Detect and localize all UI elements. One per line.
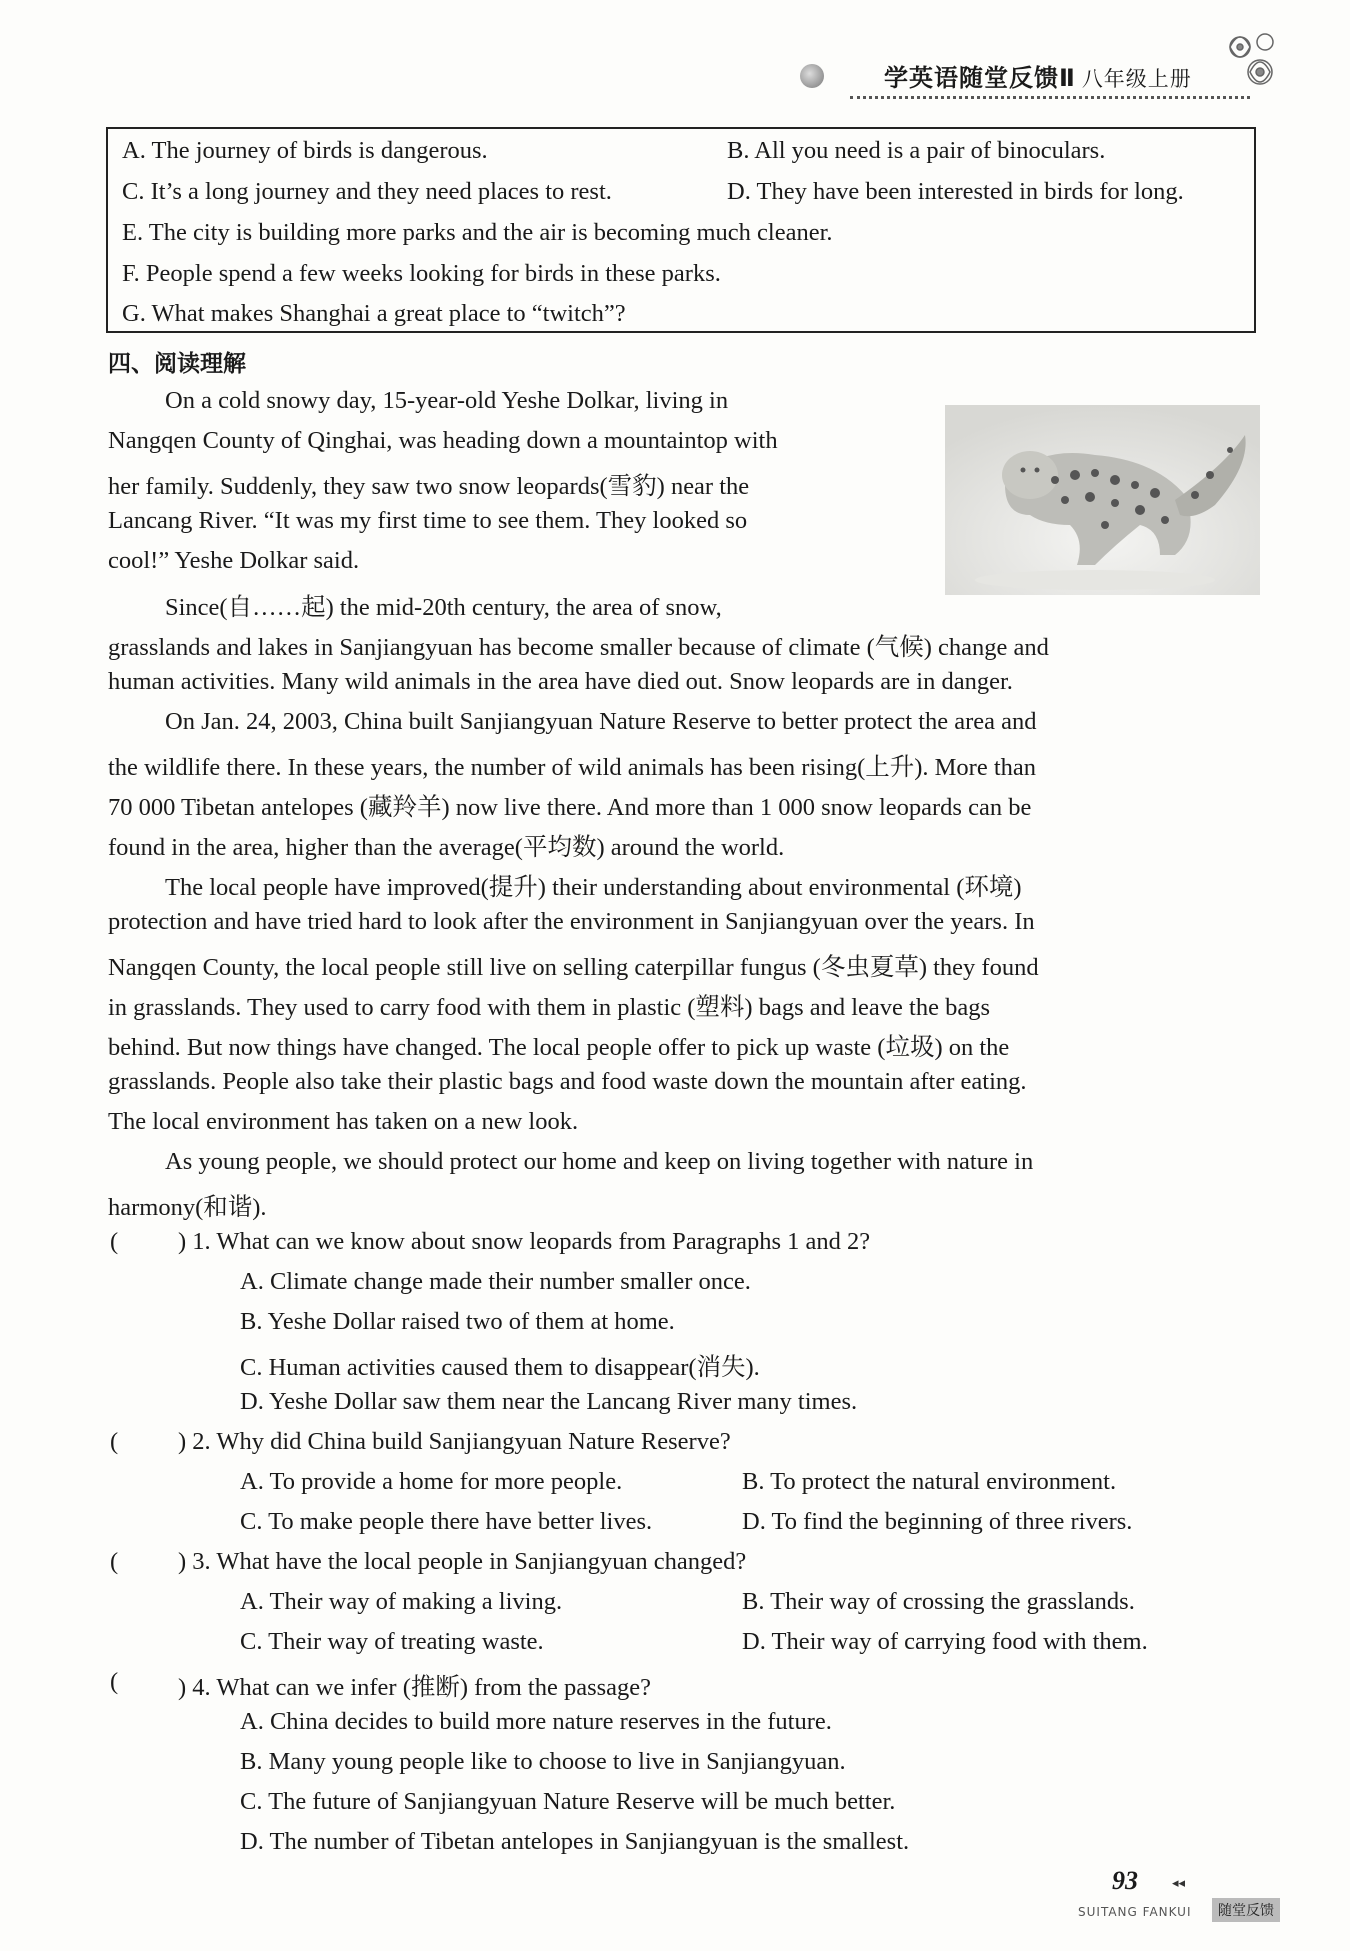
arrow-icon: ◂◂: [1172, 1876, 1186, 1891]
flower-decoration-icon: [1220, 22, 1290, 102]
question-choice: A. China decides to build more nature reserves in the future.: [240, 1708, 832, 1735]
passage-line: found in the area, higher than the average(平均数) around the world.: [108, 834, 785, 861]
question-choice: D. The number of Tibetan antelopes in Sanjiangyuan is the smallest.: [240, 1828, 910, 1855]
passage-line: Nangqen County, the local people still live on selling caterpillar fungus (冬虫夏草) they found: [108, 954, 1039, 981]
answer-blank[interactable]: (: [110, 1428, 119, 1455]
passage-line: As young people, we should protect our home and keep on living together with nature in: [165, 1148, 1034, 1175]
question-choice: C. Human activities caused them to disappear(消失).: [240, 1354, 760, 1381]
question-choice: C. Their way of treating waste.: [240, 1628, 544, 1655]
passage-line: human activities. Many wild animals in the area have died out. Snow leopards are in danger.: [108, 668, 1013, 695]
answer-blank[interactable]: (: [110, 1548, 119, 1575]
option-f: F. People spend a few weeks looking for birds in these parks.: [122, 260, 721, 287]
passage-line: Nangqen County of Qinghai, was heading down a mountaintop with: [108, 427, 778, 454]
book-grade: 八年级上册: [1081, 67, 1192, 91]
footer-badge: 随堂反馈: [1212, 1898, 1280, 1922]
option-c: C. It’s a long journey and they need places to rest.: [122, 178, 612, 205]
question-choice: A. Climate change made their number smaller once.: [240, 1268, 751, 1295]
passage-line: harmony(和谐).: [108, 1194, 267, 1221]
question-choice: B. Yeshe Dollar raised two of them at home.: [240, 1308, 675, 1335]
book-title: 学英语随堂反馈Ⅱ: [884, 64, 1076, 92]
passage-line: 70 000 Tibetan antelopes (藏羚羊) now live there. And more than 1 000 snow leopards can be: [108, 794, 1032, 821]
question-stem: ) 1. What can we know about snow leopards from Paragraphs 1 and 2?: [178, 1228, 871, 1255]
passage-line: cool!” Yeshe Dolkar said.: [108, 547, 360, 574]
option-a: A. The journey of birds is dangerous.: [122, 137, 488, 164]
answer-blank[interactable]: (: [110, 1668, 119, 1695]
question-choice: A. To provide a home for more people.: [240, 1468, 623, 1495]
snow-leopard-image: [945, 405, 1260, 595]
passage-line: her family. Suddenly, they saw two snow leopards(雪豹) near the: [108, 473, 750, 500]
question-choice: D. To find the beginning of three rivers.: [742, 1508, 1133, 1535]
question-choice: A. Their way of making a living.: [240, 1588, 563, 1615]
header-dotted-rule: [850, 96, 1250, 99]
passage-line: On Jan. 24, 2003, China built Sanjiangyuan Nature Reserve to better protect the area and: [165, 708, 1037, 735]
header-title: [884, 58, 1192, 93]
passage-line: in grasslands. They used to carry food with them in plastic (塑料) bags and leave the bags: [108, 994, 991, 1021]
question-stem: ) 3. What have the local people in Sanjiangyuan changed?: [178, 1548, 747, 1575]
passage-line: Since(自……起) the mid-20th century, the area of snow,: [165, 594, 722, 621]
passage-line: On a cold snowy day, 15-year-old Yeshe Dolkar, living in: [165, 387, 729, 414]
page-number: 93: [1112, 1866, 1138, 1895]
passage-line: grasslands and lakes in Sanjiangyuan has become smaller because of climate (气候) change and: [108, 634, 1049, 661]
section-title: 四、阅读理解: [108, 351, 246, 377]
question-choice: D. Their way of carrying food with them.: [742, 1628, 1148, 1655]
question-stem: ) 4. What can we infer (推断) from the passage?: [178, 1674, 652, 1701]
question-choice: B. Their way of crossing the grasslands.: [742, 1588, 1135, 1615]
answer-blank[interactable]: (: [110, 1228, 119, 1255]
passage-line: The local environment has taken on a new look.: [108, 1108, 579, 1135]
passage-line: The local people have improved(提升) their understanding about environmental (环境): [165, 874, 1022, 901]
question-choice: D. Yeshe Dollar saw them near the Lancang River many times.: [240, 1388, 858, 1415]
option-g: G. What makes Shanghai a great place to “twitch”?: [122, 300, 626, 327]
question-choice: B. Many young people like to choose to live in Sanjiangyuan.: [240, 1748, 846, 1775]
question-choice: C. To make people there have better lives.: [240, 1508, 653, 1535]
passage-line: Lancang River. “It was my first time to see them. They looked so: [108, 507, 748, 534]
header-disc-icon: [800, 64, 824, 88]
question-choice: B. To protect the natural environment.: [742, 1468, 1117, 1495]
passage-line: behind. But now things have changed. The local people offer to pick up waste (垃圾) on the: [108, 1034, 1010, 1061]
question-choice: C. The future of Sanjiangyuan Nature Reserve will be much better.: [240, 1788, 896, 1815]
passage-line: protection and have tried hard to look after the environment in Sanjiangyuan over the years. In: [108, 908, 1035, 935]
passage-line: the wildlife there. In these years, the number of wild animals has been rising(上升). More than: [108, 754, 1037, 781]
question-stem: ) 2. Why did China build Sanjiangyuan Nature Reserve?: [178, 1428, 731, 1455]
option-d: D. They have been interested in birds for long.: [727, 178, 1184, 205]
option-b: B. All you need is a pair of binoculars.: [727, 137, 1106, 164]
option-e: E. The city is building more parks and the air is becoming much cleaner.: [122, 219, 833, 246]
footer-tag: SUITANG FANKUI: [1078, 1905, 1192, 1919]
passage-line: grasslands. People also take their plastic bags and food waste down the mountain after eating.: [108, 1068, 1027, 1095]
page-header: [800, 52, 1260, 102]
